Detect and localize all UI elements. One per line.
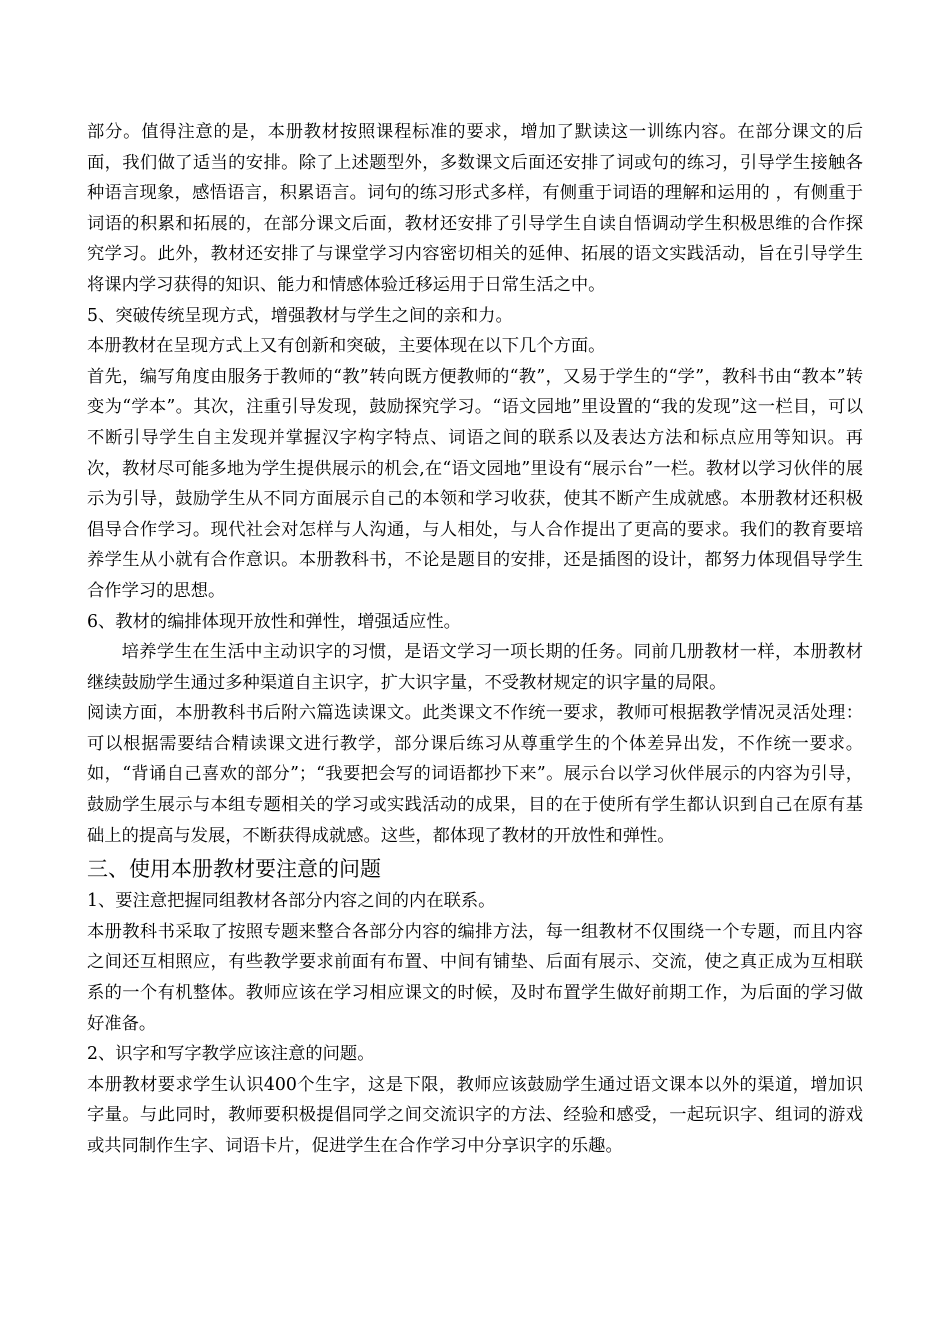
paragraph-unit-integration: 本册教科书采取了按照专题来整合各部分内容的编排方法，每一组教材不仅围绕一个专题，而且内容之间还互相照应，有些教学要求前面有布置、中间有铺垫、后面有展示、交流，使之真正成为互相联系的一个有机整体。教师应该在学习相应课文的时候，及时布置学生做好前期工作，为后面的学习做好准备。 — [87, 921, 863, 1034]
item-1-heading: 1、要注意把握同组教材各部分内容之间的内在联系。 — [87, 891, 496, 912]
paragraph-presentation-intro: 本册教材在呈现方式上又有创新和突破，主要体现在以下几个方面。 — [87, 336, 606, 357]
item-5-heading: 5、突破传统呈现方式，增强教材与学生之间的亲和力。 — [87, 305, 513, 326]
paragraph-continuation: 部分。值得注意的是，本册教材按照课程标准的要求，增加了默读这一训练内容。在部分课文的后面，我们做了适当的安排。除了上述题型外，多数课文后面还安排了词或句的练习，引导学生接触各种语言现象，感悟语言，积累语言。词句的练习形式多样，有侧重于词语的理解和运用的 ，有侧重于词语的积累和拓展的，在部分课文后面，教材还安排了引导学生自读自悟调动学生积极思维的合作探究学习。此外，教材还安排了与课堂学习内容密切相关的延伸、拓展的语文实践活动，旨在引导学生将课内学习获得的知识、能力和情感体验迁移运用于日常生活之中。 — [87, 122, 863, 295]
item-2-heading: 2、识字和写字教学应该注意的问题。 — [87, 1044, 375, 1065]
paragraph-literacy-habit: 培养学生在生活中主动识字的习惯，是语文学习一项长期的任务。同前几册教材一样，本册教材继续鼓励学生通过多种渠道自主识字，扩大识字量，不受教材规定的识字量的局限。 — [87, 642, 863, 693]
paragraph-presentation-details: 首先，编写角度由服务于教师的“教”转向既方便教师的“教”，又易于学生的“学”，教科书由“教本”转变为“学本”。其次，注重引导发现，鼓励探究学习。“语文园地”里设置的“我的发现”这一栏目，可以不断引导学生自主发现并掌握汉字构字特点、词语之间的联系以及表达方法和标点应用等知识。再次，教材尽可能多地为学生提供展示的机会,在“语文园地”里设有“展示台”一栏。教材以学习伙伴的展示为引导，鼓励学生从不同方面展示自己的本领和学习收获，使其不断产生成就感。本册教材还积极倡导合作学习。现代社会对怎样与人沟通，与人相处，与人合作提出了更高的要求。我们的教育要培养学生从小就有合作意识。本册教科书，不论是题目的安排，还是插图的设计，都努力体现倡导学生合作学习的思想。 — [87, 366, 863, 601]
section-3-heading: 三、使用本册教材要注意的问题 — [87, 857, 381, 882]
paragraph-literacy-teaching: 本册教材要求学生认识400个生字，这是下限，教师应该鼓励学生通过语文课本以外的渠道，增加识字量。与此同时，教师要积极提倡同学之间交流识字的方法、经验和感受，一起玩识字、组词的游戏或共同制作生字、词语卡片，促进学生在合作学习中分享识字的乐趣。 — [87, 1074, 863, 1156]
item-6-heading: 6、教材的编排体现开放性和弹性，增强适应性。 — [87, 611, 461, 632]
document-page — [87, 117, 863, 1162]
paragraph-reading: 阅读方面，本册教科书后附六篇选读课文。此类课文不作统一要求，教师可根据教学情况灵活处理：可以根据需要结合精读课文进行教学，部分课后练习从尊重学生的个体差异出发，不作统一要求。如，“背诵自己喜欢的部分”；“我要把会写的词语都抄下来”。展示台以学习伙伴展示的内容为引导，鼓励学生展示与本组专题相关的学习或实践活动的成果，目的在于使所有学生都认识到自己在原有基础上的提高与发展，不断获得成就感。这些，都体现了教材的开放性和弹性。 — [87, 703, 863, 846]
